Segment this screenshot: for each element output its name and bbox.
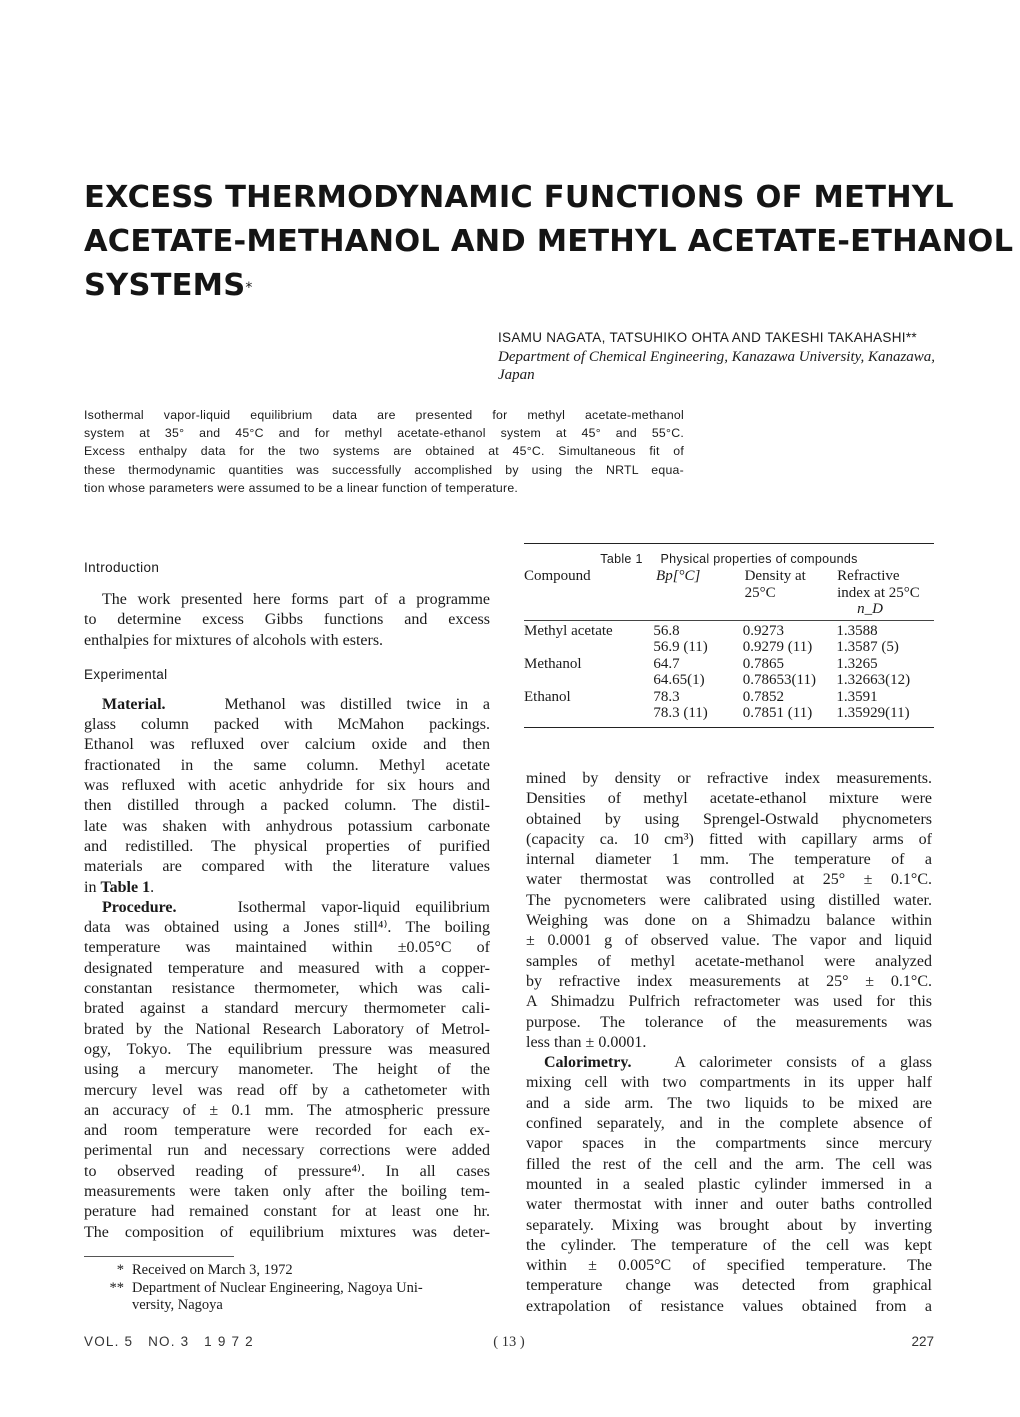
page-footer [84,1334,934,1354]
paragraph-line: Densities of methyl acetate-ethanol mixture were [526,790,932,808]
title-line: EXCESS THERMODYNAMIC FUNCTIONS OF METHYL [84,180,954,215]
cell-compound [524,672,651,689]
cell-refractive: 1.3587 (5) [836,639,899,655]
table-row [524,639,934,656]
paragraph-line: an accuracy of ± 0.1 mm. The atmospheric pressure [84,1101,490,1119]
paragraph-line: to observed reading of pressure⁴⁾. In all cases [84,1162,490,1180]
author-block [498,328,938,384]
header-density-line: Density at [744,568,806,584]
table-header-row [524,568,934,620]
paragraph-line: ogy, Tokyo. The equilibrium pressure was measured [84,1040,490,1058]
properties-table [524,568,934,620]
paragraph-line: internal diameter 1 mm. The temperature of a [526,851,932,869]
properties-table-body [524,623,934,722]
table-caption-text: Physical properties of compounds [660,552,858,566]
footnote-text: versity, Nagoya [132,1297,223,1313]
cell-density: 0.7852 [742,688,784,705]
paragraph-line: designated temperature and measured with a copper- [84,959,490,977]
table-bottom-rule [524,727,934,728]
line-text: Methanol was distilled twice in a [224,695,491,713]
table-reference[interactable]: Table 1 [100,878,151,896]
cell-refractive: 1.35929(11) [836,705,910,721]
header-compound: Compound [524,568,591,584]
cell-density: 0.9273 [742,622,784,639]
title-line: ACETATE-METHANOL AND METHYL ACETATE-ETHANOL [84,224,1014,259]
cell-refractive: 1.3588 [836,622,878,639]
paragraph-line: by refractive index measurements at 25° ± 0.1°C. [526,972,932,990]
header-bp-text: Bp[°C] [656,568,701,584]
header-refractive-line: Refractive [837,568,900,584]
abstract-line: Excess enthalpy data for the two systems are obtained at 45°C. Simultaneous fit of [84,444,684,459]
author-list: ISAMU NAGATA, TATSUHIKO OHTA AND TAKESHI TAKAHASHI** [498,330,917,345]
article-title [84,176,1014,308]
title-footnote-mark: * [245,280,253,296]
abstract-line: these thermodynamic quantities was successfully accomplished by using the NRTL equa- [84,462,684,477]
affiliation-line: Department of Chemical Engineering, Kanazawa University, Kanazawa, [498,349,936,365]
paragraph-line: the cylinder. The temperature of the cell was kept [526,1236,932,1254]
cell-compound: Methyl acetate [524,622,613,639]
title-line [84,264,944,308]
footnote [84,1297,490,1315]
table-row [524,689,934,706]
cell-compound [524,639,651,656]
table-caption [524,552,934,566]
paragraph-line: separately. Mixing was brought about by inverting [526,1216,932,1234]
paragraph-line: enthalpies for mixtures of alcohols with esters. [84,631,384,649]
paragraph-line: to determine excess Gibbs functions and excess [84,611,490,629]
cell-compound: Methanol [524,655,582,672]
title-line-text: SYSTEMS [84,268,246,303]
paragraph-line: materials are compared with the literature values [84,858,490,876]
cell-refractive: 1.32663(12) [836,672,911,688]
line-text: Isothermal vapor-liquid equilibrium [237,898,490,916]
affiliation [498,348,938,384]
cell-bp: 78.3 (11) [653,705,708,721]
table-1 [524,543,934,728]
paragraph-line: ± 0.0001 g of observed value. The vapor and liquid [526,932,932,950]
cell-bp: 56.9 (11) [653,639,708,655]
cell-bp: 56.8 [653,622,680,639]
paragraph-line: mercury level was read off by a cathetometer with [84,1081,490,1099]
paragraph-line [526,1053,932,1073]
paragraph-line [84,695,490,715]
header-refractive [837,568,934,620]
paragraph-line: purpose. The tolerance of the measurements was [526,1013,932,1031]
cell-bp: 64.7 [653,655,680,672]
paragraph-line: brated by the National Research Laboratory of Metrol- [84,1020,490,1038]
paragraph-line: and room temperature were recorded for each ex- [84,1122,490,1140]
paragraph-line: Weighing was done on a Shimadzu balance within [526,912,932,930]
paragraph-line: The work presented here forms part of a programme [102,591,490,608]
cell-density: 0.7851 (11) [742,705,813,721]
paragraph-line: Ethanol was refluxed over calcium oxide and then [84,736,490,754]
paragraph-line: The pycnometers were calibrated using distilled water. [526,891,932,909]
paragraph-line: confined separately, and in the complete absence of [526,1115,932,1133]
table-row [524,705,934,722]
paragraph-line: mined by density or refractive index measurements. [526,770,932,787]
footnote-text: Received on March 3, 1972 [132,1262,293,1278]
paragraph-line: then distilled through a packed column. The distil- [84,797,490,815]
cell-compound [524,705,651,722]
line-text: A calorimeter consists of a glass [674,1054,933,1072]
paragraph-line: water thermostat with inner and outer baths controlled [526,1196,932,1214]
cell-bp: 78.3 [653,688,680,705]
cell-density: 0.7865 [742,655,784,672]
footnotes [84,1262,490,1315]
table-body [524,623,934,722]
abstract-line: system at 35° and 45°C and for methyl acetate-ethanol system at 45° and 55°C. [84,426,684,441]
cell-bp: 64.65(1) [653,672,705,688]
footnote-mark [84,1297,132,1315]
paragraph-line: and redistilled. The physical properties of purified [84,837,490,855]
paragraph-line: perimental run and necessary corrections were added [84,1142,490,1160]
line-text: in [84,878,97,896]
paragraph-line: within ± 0.005°C of specified temperature. The [526,1257,932,1275]
header-density-line: 25°C [744,584,776,601]
cell-density: 0.78653(11) [742,672,816,688]
header-refractive-line: index at 25°C [837,584,920,601]
footnote [84,1262,490,1280]
paragraph-line [84,898,490,918]
table-row [524,623,934,640]
cell-compound: Ethanol [524,688,571,705]
paragraph-line: using a mercury manometer. The height of the [84,1061,490,1079]
paragraph-line: A Shimadzu Pulfrich refractometer was used for this [526,993,932,1011]
footnote-mark: * [116,1262,124,1278]
paragraph-line: vapor spaces in the compartments since mercury [526,1135,932,1153]
paragraph-line: perature had remained constant for at least one hr. [84,1203,490,1221]
paragraph-line: was refluxed with acetic anhydride for six hours and [84,777,490,795]
table-row [524,656,934,673]
left-column [84,558,490,1243]
cell-density: 0.9279 (11) [742,639,813,655]
header-bp [650,568,745,620]
footnote-rule [84,1256,234,1257]
paragraph-line: The composition of equilibrium mixtures was deter- [84,1223,490,1241]
right-column [526,769,932,1317]
journal-reference: VOL. 5 NO. 3 1 9 7 2 [84,1334,254,1349]
subsection-label-material: Material. [102,695,166,713]
paragraph-line: and a side arm. The two liquids to be mixed are [526,1094,932,1112]
line-text: . [150,878,155,896]
page-number: 227 [911,1334,934,1349]
paragraph-line: data was obtained using a Jones still⁴⁾. The boiling [84,919,490,937]
paragraph-line: constantan resistance thermometer, which was cali- [84,980,490,998]
table-label: Table 1 [600,552,643,566]
paragraph-line: mixing cell with two compartments in its upper half [526,1074,932,1092]
paragraph-line: brated against a standard mercury thermometer cali- [84,1000,490,1018]
paragraph-line [84,878,490,898]
section-heading-experimental: Experimental [84,666,168,682]
paragraph-line: measurements were taken only after the boiling tem- [84,1183,490,1201]
cell-refractive: 1.3265 [836,655,878,672]
paragraph-line: late was shaken with anhydrous potassium carbonate [84,817,490,835]
header-refractive-line: n_D [857,601,883,617]
affiliation-line: Japan [498,367,535,383]
header-density [745,568,838,620]
paragraph-line: fractionated in the same column. Methyl acetate [84,756,490,774]
paragraph-line: glass column packed with McMahon packings. [84,716,490,734]
cell-refractive: 1.3591 [836,688,878,705]
paragraph-line: less than ± 0.0001. [526,1033,647,1051]
abstract [84,406,684,497]
paragraph-line: temperature was maintained within ±0.05°C of [84,939,490,957]
paragraph-line: (capacity ca. 10 cm³) fitted with capillary arms of [526,830,932,848]
folio: ( 13 ) [493,1334,525,1350]
abstract-line: tion whose parameters were assumed to be a linear function of temperature. [84,480,519,495]
paragraph-line: obtained by using Sprengel-Ostwald phycnometers [526,810,932,828]
paragraph-line: water thermostat was controlled at 25° ± 0.1°C. [526,871,932,889]
footnote-text: Department of Nuclear Engineering, Nagoya Uni- [132,1279,423,1296]
paragraph-line: mounted in a sealed plastic cylinder immersed in a [526,1175,932,1193]
footnote [84,1280,490,1298]
paragraph-line: filled the rest of the cell and the arm. The cell was [526,1155,932,1173]
subsection-label-procedure: Procedure. [102,898,177,916]
table-row [524,672,934,689]
table-top-rule [524,543,934,544]
paragraph-line: samples of methyl acetate-methanol were analyzed [526,952,932,970]
footnote-mark: ** [109,1279,124,1296]
paragraph-line: extrapolation of resistance values obtained from a [526,1297,932,1315]
subsection-label-calorimetry: Calorimetry. [544,1054,632,1072]
paragraph-line: temperature change was detected from graphical [526,1277,932,1295]
table-header-rule [524,620,934,621]
abstract-line: Isothermal vapor-liquid equilibrium data are presented for methyl acetate-methanol [84,408,684,422]
section-heading-introduction: Introduction [84,560,160,575]
